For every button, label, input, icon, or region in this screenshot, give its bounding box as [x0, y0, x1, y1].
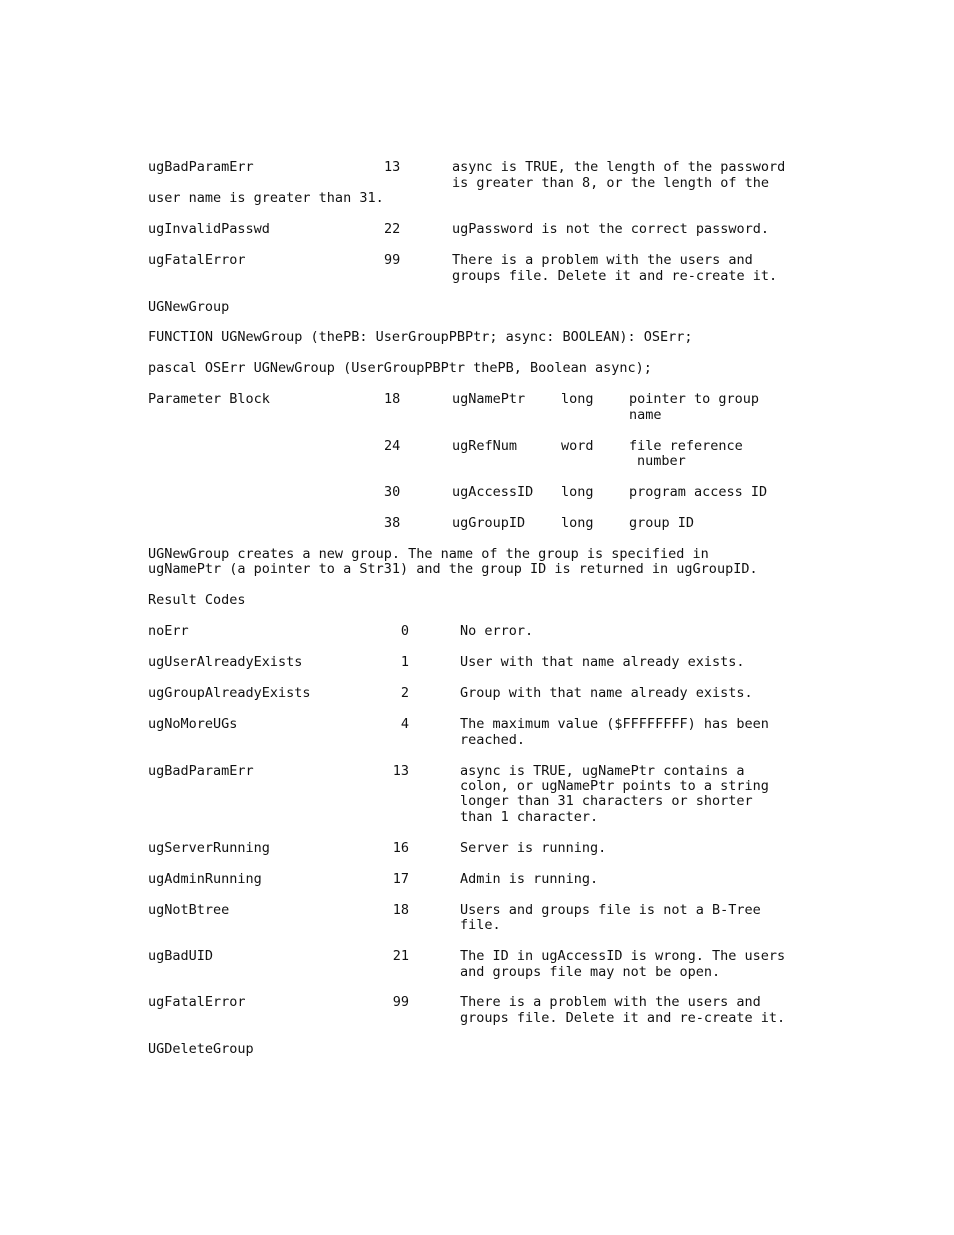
error-description: There is a problem with the users and: [452, 252, 753, 268]
result-name: ugBadParamErr: [148, 763, 254, 779]
pascal-declaration: FUNCTION UGNewGroup (thePB: UserGroupPBPtr; async: BOOLEAN): OSErr;: [148, 329, 693, 345]
param-size: long: [561, 515, 594, 531]
result-name: ugGroupAlreadyExists: [148, 685, 311, 701]
error-name: ugBadParamErr: [148, 159, 254, 175]
result-codes-label: Result Codes: [148, 592, 246, 608]
result-description: No error.: [460, 623, 534, 639]
result-description: longer than 31 characters or shorter: [460, 793, 753, 809]
error-description: is greater than 8, or the length of the: [452, 175, 769, 191]
result-description: Admin is running.: [460, 871, 599, 887]
result-description: reached.: [460, 732, 526, 748]
c-declaration: pascal OSErr UGNewGroup (UserGroupPBPtr thePB, Boolean async);: [148, 360, 652, 376]
result-name: ugAdminRunning: [148, 871, 262, 887]
error-code: 99: [384, 252, 401, 268]
result-description: than 1 character.: [460, 809, 599, 825]
result-description: The ID in ugAccessID is wrong. The users: [460, 948, 786, 964]
param-description: number: [637, 453, 686, 469]
result-description: Group with that name already exists.: [460, 685, 753, 701]
param-size: long: [561, 484, 594, 500]
next-section-title: UGDeleteGroup: [148, 1041, 254, 1057]
section-description: ugNamePtr (a pointer to a Str31) and the group ID is returned in ugGroupID.: [148, 561, 758, 577]
error-description-wrap: user name is greater than 31.: [148, 190, 384, 206]
result-name: ugFatalError: [148, 994, 246, 1010]
param-field: ugGroupID: [452, 515, 526, 531]
result-code: 2: [400, 685, 409, 701]
result-description: groups file. Delete it and re-create it.: [460, 1010, 786, 1026]
result-description: Users and groups file is not a B-Tree: [460, 902, 761, 918]
error-description: groups file. Delete it and re-create it.: [452, 268, 778, 284]
result-code: 16: [392, 840, 409, 856]
parameter-block-label: Parameter Block: [148, 391, 270, 407]
param-field: ugAccessID: [452, 484, 534, 500]
result-code: 99: [392, 994, 409, 1010]
result-code: 18: [392, 902, 409, 918]
param-field: ugRefNum: [452, 438, 518, 454]
result-name: noErr: [148, 623, 189, 639]
result-code: 0: [400, 623, 409, 639]
result-name: ugNotBtree: [148, 902, 230, 918]
error-description: ugPassword is not the correct password.: [452, 221, 769, 237]
param-offset: 18: [384, 391, 401, 407]
result-description: async is TRUE, ugNamePtr contains a: [460, 763, 745, 779]
result-description: colon, or ugNamePtr points to a string: [460, 778, 769, 794]
error-name: ugFatalError: [148, 252, 246, 268]
result-name: ugBadUID: [148, 948, 214, 964]
result-name: ugNoMoreUGs: [148, 716, 238, 732]
param-description: program access ID: [629, 484, 768, 500]
result-description: User with that name already exists.: [460, 654, 745, 670]
param-description: pointer to group: [629, 391, 760, 407]
error-code: 22: [384, 221, 401, 237]
param-description: file reference: [629, 438, 743, 454]
result-description: Server is running.: [460, 840, 607, 856]
param-size: long: [561, 391, 594, 407]
error-code: 13: [384, 159, 401, 175]
result-name: ugServerRunning: [148, 840, 270, 856]
result-code: 13: [392, 763, 409, 779]
result-name: ugUserAlreadyExists: [148, 654, 303, 670]
result-code: 21: [392, 948, 409, 964]
section-title: UGNewGroup: [148, 299, 230, 315]
result-code: 1: [400, 654, 409, 670]
error-description: async is TRUE, the length of the password: [452, 159, 786, 175]
error-name: ugInvalidPasswd: [148, 221, 270, 237]
param-size: word: [561, 438, 594, 454]
param-offset: 30: [384, 484, 401, 500]
result-code: 17: [392, 871, 409, 887]
param-offset: 24: [384, 438, 401, 454]
param-description: group ID: [629, 515, 695, 531]
param-description: name: [629, 407, 662, 423]
result-description: There is a problem with the users and: [460, 994, 761, 1010]
section-description: UGNewGroup creates a new group. The name of the group is specified in: [148, 546, 709, 562]
result-description: and groups file may not be open.: [460, 964, 721, 980]
result-description: file.: [460, 917, 501, 933]
result-description: The maximum value ($FFFFFFFF) has been: [460, 716, 769, 732]
param-field: ugNamePtr: [452, 391, 526, 407]
result-code: 4: [400, 716, 409, 732]
param-offset: 38: [384, 515, 401, 531]
